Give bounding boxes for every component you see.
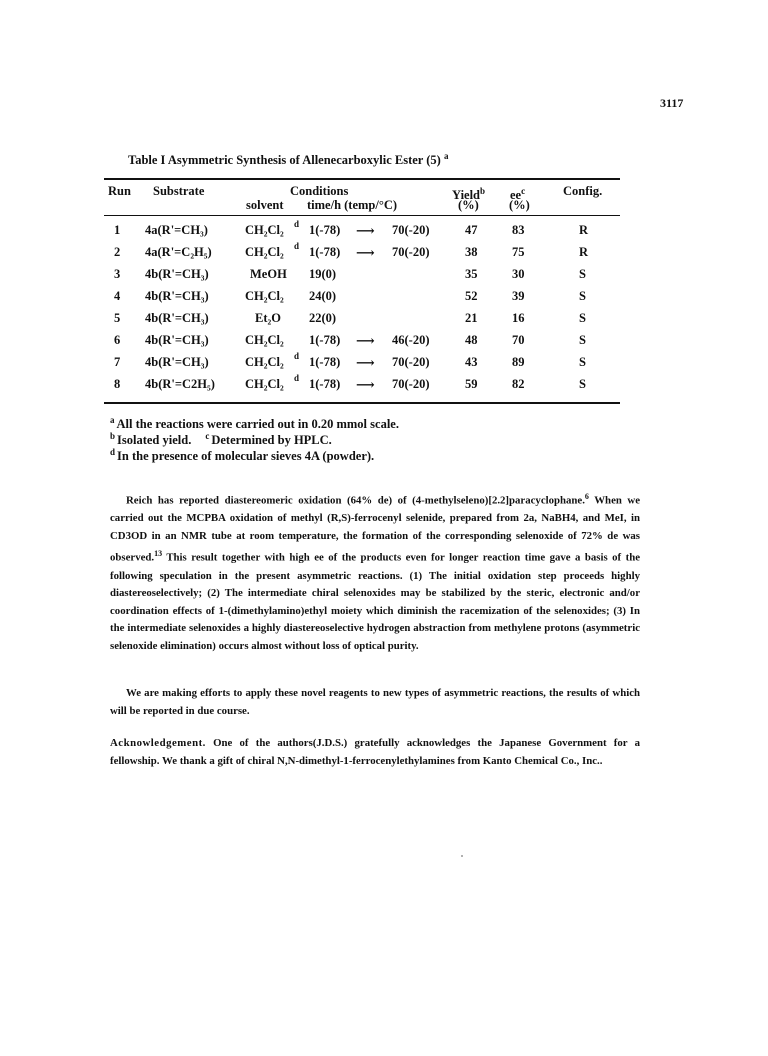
cell-run: 2 <box>114 245 121 259</box>
cell-time: 1(-78) <box>309 377 341 391</box>
cell-solvent-footnote-mark: d <box>294 351 300 361</box>
cell-solvent-footnote-mark: d <box>294 373 300 383</box>
cell-config: S <box>579 355 586 369</box>
cell-substrate: 4a(R'=CH₃) <box>145 223 208 237</box>
cell-arrow: ⟶ <box>356 245 375 260</box>
footnote-c-mark: c <box>205 431 210 441</box>
cell-solvent-footnote-mark: d <box>294 241 300 251</box>
cell-ee: 16 <box>512 311 525 325</box>
ack-heading: Acknowledgement. <box>110 737 206 749</box>
table-title-mark: a <box>443 151 449 161</box>
cell-yield: 21 <box>465 311 478 325</box>
table-row <box>0 241 768 265</box>
footnote-c-text: Determined by HPLC. <box>211 433 332 447</box>
cell-yield: 35 <box>465 267 478 281</box>
cell-solvent: MeOH <box>250 267 287 281</box>
cell-config: R <box>579 245 589 259</box>
p2-text: We are making efforts to apply these novel reagents to new types of asymmetric reactions, the results of which will be reported in due course. <box>110 687 640 717</box>
cell-run: 8 <box>114 377 121 391</box>
table-row <box>0 351 768 375</box>
cell-substrate: 4a(R'=C₂H₅) <box>145 245 212 259</box>
cell-time-final: 70(-20) <box>392 245 430 259</box>
cell-arrow: ⟶ <box>356 377 375 392</box>
cell-yield: 47 <box>465 223 478 237</box>
cell-solvent: CH₂Cl₂ <box>245 223 284 237</box>
header-ee-text: ee <box>510 188 522 203</box>
cell-ee: 89 <box>512 355 525 369</box>
cell-solvent: CH₂Cl₂ <box>245 245 284 259</box>
cell-solvent: CH₂Cl₂ <box>245 289 284 303</box>
table-bottom-rule <box>104 402 620 404</box>
p1-part-a: Reich has reported diastereomeric oxidation (64% de) of (4-methylseleno)[2.2]paracyclophane. <box>126 494 585 507</box>
cell-run: 6 <box>114 333 121 347</box>
cell-substrate: 4b(R'=C2H₅) <box>145 377 215 391</box>
cell-ee: 75 <box>512 245 525 259</box>
p1-ref-13: 13 <box>154 549 163 559</box>
footnote-d-mark: d <box>110 447 116 457</box>
cell-time: 1(-78) <box>309 245 341 259</box>
cell-time-final: 70(-20) <box>392 377 430 391</box>
table-header-rule <box>104 215 620 216</box>
cell-arrow: ⟶ <box>356 333 375 348</box>
cell-time-final: 46(-20) <box>392 333 430 347</box>
header-substrate: Substrate <box>153 184 205 198</box>
cell-time: 1(-78) <box>309 355 341 369</box>
footnote-d-text: In the presence of molecular sieves 4A (powder). <box>117 449 375 463</box>
cell-time: 1(-78) <box>309 333 341 347</box>
cell-yield: 43 <box>465 355 478 369</box>
body-paragraph-2 <box>110 685 640 720</box>
cell-solvent: CH₂Cl₂ <box>245 377 284 391</box>
header-run: Run <box>108 184 131 198</box>
table-row <box>0 289 768 309</box>
header-ee-mark: c <box>521 186 526 196</box>
cell-substrate: 4b(R'=CH₃) <box>145 289 209 303</box>
cell-config: R <box>579 223 589 237</box>
cell-arrow: ⟶ <box>356 355 375 370</box>
page-number: 3117 <box>660 96 684 110</box>
cell-substrate: 4b(R'=CH₃) <box>145 333 209 347</box>
stray-dot <box>461 855 463 857</box>
table-row <box>0 311 768 331</box>
footnote-a-text: All the reactions were carried out in 0.20 mmol scale. <box>116 417 399 431</box>
header-time: time/h (temp/°C) <box>307 198 398 212</box>
cell-solvent: Et₂O <box>255 311 281 325</box>
cell-substrate: 4b(R'=CH₃) <box>145 355 209 369</box>
cell-time: 24(0) <box>309 289 337 303</box>
cell-time: 19(0) <box>309 267 337 281</box>
cell-run: 1 <box>114 223 121 237</box>
cell-substrate: 4b(R'=CH₃) <box>145 267 209 281</box>
cell-run: 4 <box>114 289 121 303</box>
acknowledgement <box>110 735 640 770</box>
table-row <box>0 333 768 353</box>
cell-ee: 82 <box>512 377 525 391</box>
cell-ee: 39 <box>512 289 525 303</box>
table-title <box>128 151 448 168</box>
footnote-b-text: Isolated yield. <box>117 433 192 447</box>
footnote-a-mark: a <box>110 415 115 425</box>
footnote-a <box>110 415 399 432</box>
header-config: Config. <box>563 184 603 198</box>
cell-run: 7 <box>114 355 121 369</box>
cell-time: 22(0) <box>309 311 337 325</box>
cell-time-final: 70(-20) <box>392 355 430 369</box>
cell-run: 5 <box>114 311 121 325</box>
cell-config: S <box>579 333 586 347</box>
cell-ee: 83 <box>512 223 525 237</box>
cell-config: S <box>579 377 586 391</box>
header-yield-mark: b <box>480 186 486 196</box>
header-conditions: Conditions <box>290 184 349 198</box>
cell-yield: 59 <box>465 377 478 391</box>
header-yield-text: Yield <box>452 188 481 203</box>
header-solvent: solvent <box>246 198 284 212</box>
cell-yield: 52 <box>465 289 478 303</box>
cell-ee: 30 <box>512 267 525 281</box>
cell-time-final: 70(-20) <box>392 223 430 237</box>
cell-config: S <box>579 267 586 281</box>
footnote-b-mark: b <box>110 431 116 441</box>
p1-part-c: This result together with high ee of the products even for longer reaction time gave a basis of the following speculation in the present asymmetric reactions. (1) The initial oxidation step proceeds highly diastereoselectively; (2) The intermediate chiral selenoxides may be stabilized by the steric, electronic and/or coordination effects of 1-(dimethylamino)ethyl moiety which diminish the racemization of the selenoxides; (3) In the intermediate selenoxides a highly diastereoselective hydrogen abstraction from methylene protons (asymmetric selenoxide elimination) occurs almost without loss of optical purity. <box>110 551 640 652</box>
header-yield-unit: (%) <box>458 198 479 212</box>
cell-solvent: CH₂Cl₂ <box>245 355 284 369</box>
table-row <box>0 373 768 397</box>
cell-time: 1(-78) <box>309 223 341 237</box>
table-row <box>0 267 768 287</box>
table-row <box>0 219 768 243</box>
cell-yield: 38 <box>465 245 478 259</box>
cell-yield: 48 <box>465 333 478 347</box>
header-ee-unit: (%) <box>509 198 530 212</box>
p1-part-b: When we carried out the MCPBA oxidation of methyl (R,S)-ferrocenyl selenide, prepared from 2a, NaBH4, and MeI, in CD3OD in an NMR tube at room temperature, the formation of the corresponding selenoxide of 72% de was observed. <box>110 494 640 564</box>
cell-solvent: CH₂Cl₂ <box>245 333 284 347</box>
table-top-rule <box>104 178 620 180</box>
cell-config: S <box>579 311 586 325</box>
cell-arrow: ⟶ <box>356 223 375 238</box>
cell-run: 3 <box>114 267 121 281</box>
cell-ee: 70 <box>512 333 525 347</box>
p1-ref-6: 6 <box>584 492 589 501</box>
cell-config: S <box>579 289 586 303</box>
footnote-d <box>110 447 374 464</box>
cell-solvent-footnote-mark: d <box>294 219 300 229</box>
table-title-text: Table I Asymmetric Synthesis of Allenecarboxylic Ester (5) <box>128 153 444 168</box>
cell-substrate: 4b(R'=CH₃) <box>145 311 209 325</box>
body-paragraph-1 <box>110 488 640 656</box>
ack-text: One of the authors(J.D.S.) gratefully acknowledges the Japanese Government for a fellowship. We thank a gift of chiral N,N-dimethyl-1-ferrocenylethylamines from Kanto Chemical Co., Inc.. <box>110 737 640 767</box>
footnote-bc <box>110 431 332 448</box>
